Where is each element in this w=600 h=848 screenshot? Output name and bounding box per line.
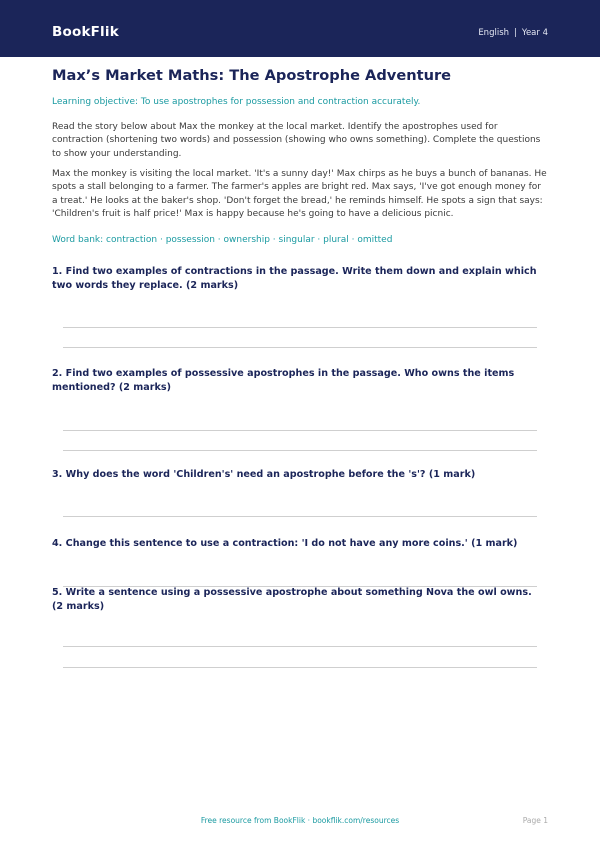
answer-line[interactable] [63,327,537,328]
question-1: 1. Find two examples of contractions in the passage. Write them down and explain which two words they replace. (2 marks) [52,266,537,291]
header-meta [478,28,548,38]
question-4: 4. Change this sentence to use a contraction: 'I do not have any more coins.' (1 mark) [52,538,518,549]
instructions-paragraph: Read the story below about Max the monkey at the local market. Identify the apostrophes used for contraction (shortening two words) and possession (showing who owns something). Complete the questions to show your understanding. [52,122,541,159]
footer-text: Free resource from BookFlik · bookflik.com/resources [200,816,400,825]
page-number: Page 1 [522,816,548,825]
brand-logo: BookFlik [52,24,119,40]
answer-line[interactable] [63,646,537,647]
question-2: 2. Find two examples of possessive apostrophes in the passage. Who owns the items mentioned? (2 marks) [52,368,515,393]
learning-objective: Learning objective: To use apostrophes for possession and contraction accurately. [52,97,421,107]
answer-line[interactable] [63,430,537,431]
word-bank: Word bank: contraction · possession · ownership · singular · plural · omitted [52,235,393,245]
year-label: Year 4 [521,28,548,38]
question-3: 3. Why does the word 'Children's' need an apostrophe before the 's'? (1 mark) [52,469,476,480]
answer-line[interactable] [63,450,537,451]
header-bar [0,0,600,57]
story-paragraph: Max the monkey is visiting the local market. 'It's a sunny day!' Max chirps as he buys a bunch of bananas. He spots a stall belonging to a farmer. The farmer's apples are bright red. Max says, 'I've got enough money for a treat.' He looks at the baker's shop. 'Don't forget the bread,' he reminds himself. He spots a sign that says: 'Children's fruit is half price!' Max is happy because he's going to have a delicious picnic. [52,169,547,219]
answer-line[interactable] [63,516,537,517]
page-title: Max’s Market Maths: The Apostrophe Adventure [52,67,452,84]
answer-line[interactable] [63,667,537,668]
meta-separator: | [514,28,517,38]
answer-line[interactable] [63,347,537,348]
question-5: 5. Write a sentence using a possessive apostrophe about something Nova the owl owns. (2 marks) [52,587,532,612]
subject-label: English [478,28,510,38]
